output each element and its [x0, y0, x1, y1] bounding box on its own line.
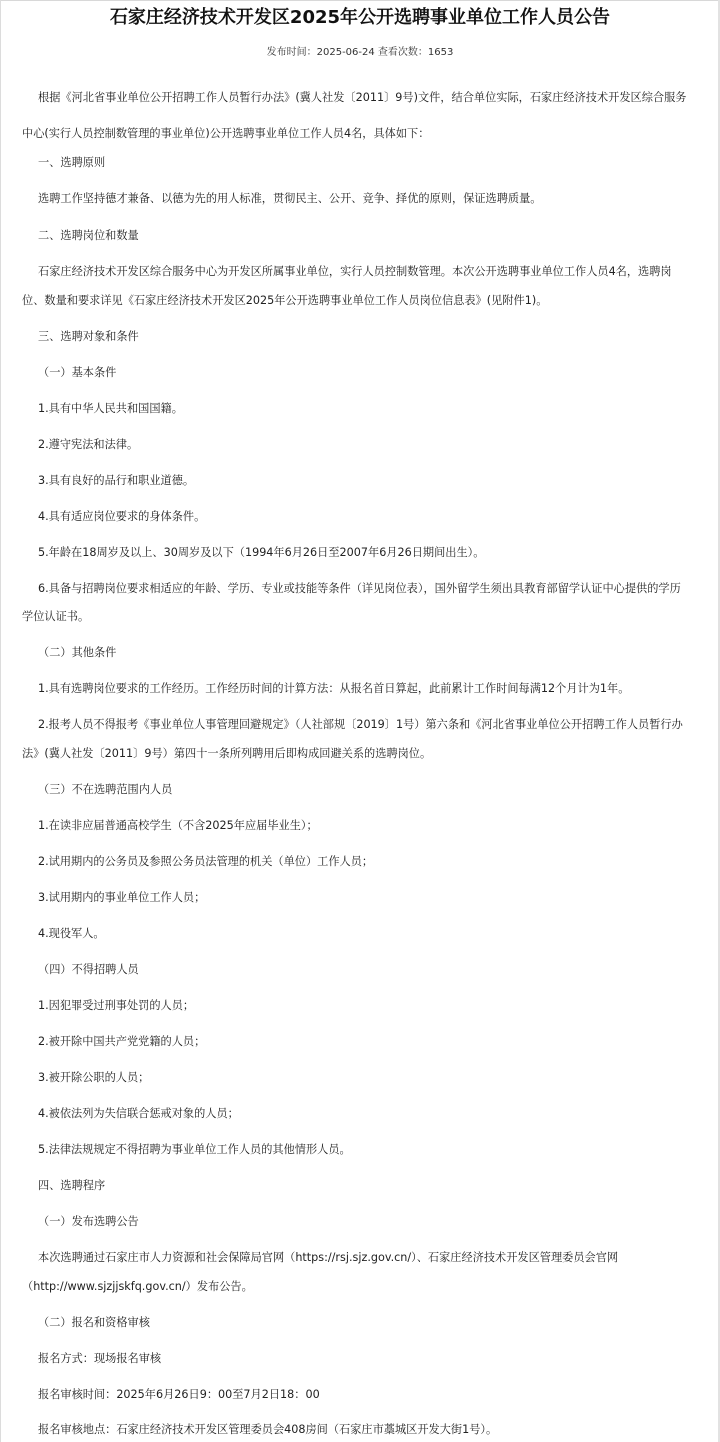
list-item: 1.具有中华人民共和国国籍。	[38, 402, 183, 415]
list-item: 4.具有适应岗位要求的身体条件。	[38, 510, 206, 523]
list-item: 5.法律法规规定不得招聘为事业单位工作人员的其他情形人员。	[38, 1143, 351, 1156]
page-title: 石家庄经济技术开发区2025年公开选聘事业单位工作人员公告	[109, 7, 611, 28]
registration-method: 报名方式：现场报名审核	[38, 1352, 162, 1365]
list-item: 5.年龄在18周岁及以上、30周岁及以下（1994年6月26日至2007年6月26日期间出生）。	[38, 546, 485, 559]
list-item: 4.被依法列为失信联合惩戒对象的人员；	[38, 1107, 239, 1120]
section-heading-3: 三、选聘对象和条件	[38, 330, 139, 343]
list-item: 2.遵守宪法和法律。	[38, 438, 139, 451]
list-item: 3.具有良好的品行和职业道德。	[38, 474, 195, 487]
subheading-basic-conditions: （一）基本条件	[38, 366, 117, 379]
list-item: 2.试用期内的公务员及参照公务员法管理的机关（单位）工作人员；	[38, 855, 374, 868]
frame-left-border	[0, 0, 1, 1442]
list-item: 4.现役军人。	[38, 927, 105, 940]
frame-top-border	[0, 0, 720, 1]
paragraph-intro-line-1: 根据《河北省事业单位公开招聘工作人员暂行办法》(冀人社发〔2011〕9号)文件，结合单位实际，石家庄经济技术开发区综合服务	[38, 91, 687, 104]
registration-time: 报名审核时间：2025年6月26日9：00至7月2日18：00	[38, 1388, 320, 1401]
registration-location: 报名审核地点：石家庄经济技术开发区管理委员会408房间（石家庄市藁城区开发大街1号）。	[38, 1423, 498, 1436]
subheading-not-recruited: （四）不得招聘人员	[38, 963, 139, 976]
list-item: 2.报考人员不得报考《事业单位人事管理回避规定》（人社部规〔2019〕1号）第六条和《河北省事业单位公开招聘工作人员暂行办	[38, 718, 683, 731]
list-item: 1.在读非应届普通高校学生（不含2025年应届毕业生）；	[38, 819, 318, 832]
subheading-registration: （二）报名和资格审核	[38, 1316, 150, 1329]
section-heading-1: 一、选聘原则	[38, 156, 106, 169]
paragraph-publish-line-2: （http://www.sjzjjskfq.gov.cn/）发布公告。	[22, 1280, 253, 1293]
subheading-other-conditions: （二）其他条件	[38, 646, 117, 659]
paragraph-positions-line-2: 位、数量和要求详见《石家庄经济技术开发区2025年公开选聘事业单位工作人员岗位信息表》(见附件1)。	[22, 294, 548, 307]
list-item-continued: 学位认证书。	[22, 610, 90, 623]
publish-meta: 发布时间：2025-06-24 查看次数：1653	[266, 47, 454, 58]
list-item: 3.试用期内的事业单位工作人员；	[38, 891, 206, 904]
subheading-publish: （一）发布选聘公告	[38, 1215, 139, 1228]
list-item: 1.因犯罪受过刑事处罚的人员；	[38, 999, 195, 1012]
section-heading-2: 二、选聘岗位和数量	[38, 229, 139, 242]
list-item: 6.具备与招聘岗位要求相适应的年龄、学历、专业或技能等条件（详见岗位表），国外留学生须出具教育部留学认证中心提供的学历	[38, 582, 681, 595]
list-item: 2.被开除中国共产党党籍的人员；	[38, 1035, 206, 1048]
list-item-continued: 法》(冀人社发〔2011〕9号）第四十一条所列聘用后即构成回避关系的选聘岗位。	[22, 747, 432, 760]
list-item: 3.被开除公职的人员；	[38, 1071, 150, 1084]
subheading-not-in-scope: （三）不在选聘范围内人员	[38, 783, 173, 796]
paragraph-principle: 选聘工作坚持德才兼备、以德为先的用人标准，贯彻民主、公开、竞争、择优的原则，保证选聘质量。	[38, 192, 542, 205]
section-heading-4: 四、选聘程序	[38, 1179, 106, 1192]
paragraph-publish-line-1: 本次选聘通过石家庄市人力资源和社会保障局官网（https://rsj.sjz.gov.cn/）、石家庄经济技术开发区管理委员会官网	[38, 1251, 619, 1264]
paragraph-positions-line-1: 石家庄经济技术开发区综合服务中心为开发区所属事业单位，实行人员控制数管理。本次公开选聘事业单位工作人员4名，选聘岗	[38, 265, 672, 278]
list-item: 1.具有选聘岗位要求的工作经历。工作经历时间的计算方法：从报名首日算起，此前累计工作时间每满12个月计为1年。	[38, 682, 630, 695]
paragraph-intro-line-2: 中心(实行人员控制数管理的事业单位)公开选聘事业单位工作人员4名，具体如下：	[22, 127, 430, 140]
